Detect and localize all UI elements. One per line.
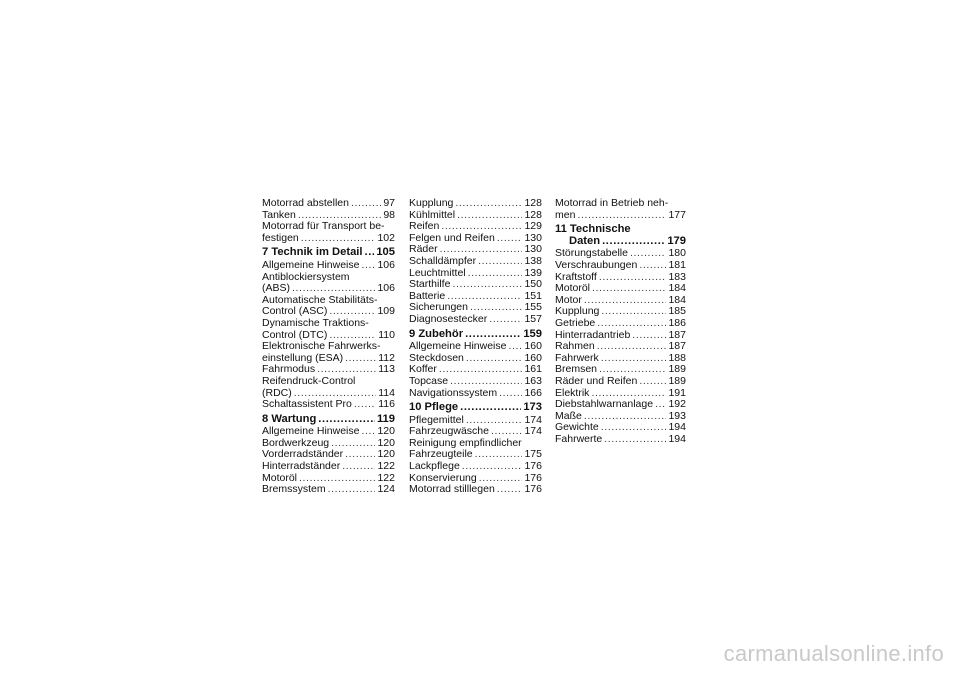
toc-entry-continuation: Elektronische Fahrwerks- xyxy=(262,340,381,353)
toc-page-number: 194 xyxy=(668,432,686,445)
toc-chapter-heading[interactable] xyxy=(409,329,542,341)
toc-entry-title: Navigationssystem xyxy=(409,386,498,399)
toc-entry-title: Räder und Reifen xyxy=(555,374,638,387)
toc-page-number: 109 xyxy=(377,305,395,318)
toc-entry[interactable] xyxy=(409,461,542,473)
dot-leader xyxy=(468,268,523,280)
toc-entry-title: Bremsen xyxy=(555,363,598,376)
toc-page-number: 191 xyxy=(668,386,686,399)
toc-entry-title: Diagnosestecker xyxy=(409,312,488,325)
dot-leader xyxy=(497,233,523,245)
dot-leader xyxy=(452,279,522,291)
dot-leader xyxy=(455,198,522,210)
toc-entry[interactable] xyxy=(555,399,686,411)
dot-leader xyxy=(466,353,523,365)
toc-chapter-heading[interactable] xyxy=(262,247,395,259)
toc-page-number: 186 xyxy=(668,316,686,329)
toc-page-number: 176 xyxy=(524,483,542,496)
toc-entry[interactable] xyxy=(555,283,686,295)
toc-page-number: 105 xyxy=(376,246,395,259)
dot-leader xyxy=(365,247,375,259)
toc-entry-title: Koffer xyxy=(409,363,437,376)
toc-page-number: 106 xyxy=(377,282,395,295)
dot-leader xyxy=(601,422,667,434)
dot-leader xyxy=(345,449,375,461)
toc-page-number: 130 xyxy=(524,243,542,256)
toc-entry[interactable] xyxy=(555,210,686,222)
toc-entry-title: Konservierung xyxy=(409,471,477,484)
toc-entry[interactable] xyxy=(555,434,686,446)
toc-page-number: 183 xyxy=(668,270,686,283)
toc-page-number: 188 xyxy=(668,351,686,364)
dot-leader xyxy=(639,376,666,388)
toc-page-number: 187 xyxy=(668,340,686,353)
toc-entry-title: Pflegemittel xyxy=(409,413,464,426)
toc-page-number: 163 xyxy=(524,374,542,387)
dot-leader xyxy=(497,484,523,496)
toc-entry-title: Sicherungen xyxy=(409,301,468,314)
toc-entry-title: Kupplung xyxy=(409,197,454,209)
toc-entry[interactable] xyxy=(262,260,395,272)
toc-entry[interactable] xyxy=(262,283,395,295)
toc-heading-line: 11 Technische xyxy=(555,223,631,236)
toc-entry[interactable] xyxy=(555,318,686,330)
toc-entry[interactable] xyxy=(262,484,395,496)
toc-entry-title: Räder xyxy=(409,243,438,256)
toc-page-number: 192 xyxy=(668,398,686,411)
toc-entry-title: Diebstahlwarnanlage xyxy=(555,398,654,411)
toc-page-number: 113 xyxy=(378,363,395,376)
toc-entry-title: Allgemeine Hinweise xyxy=(409,340,507,353)
toc-entry-title: Control (ASC) xyxy=(262,305,328,318)
toc-page-number: 116 xyxy=(378,398,395,411)
toc-chapter-heading[interactable] xyxy=(555,236,686,248)
toc-column-1 xyxy=(262,198,395,496)
toc-entry-title: Kupplung xyxy=(555,305,600,318)
toc-entry-title: Störungstabelle xyxy=(555,247,628,260)
toc-entry[interactable] xyxy=(409,484,542,496)
toc-page-number: 193 xyxy=(668,409,686,422)
toc-page-number: 176 xyxy=(524,471,542,484)
toc-page-number: 102 xyxy=(377,231,395,244)
toc-entry-title: Tanken xyxy=(262,208,296,221)
toc-entry-title: 8 Wartung xyxy=(262,412,317,425)
toc-page-number: 119 xyxy=(376,412,395,425)
toc-page-number: 179 xyxy=(667,234,686,247)
toc-entry-title: Bremssystem xyxy=(262,483,326,496)
dot-leader xyxy=(439,364,523,376)
toc-entry-title: Leuchtmittel xyxy=(409,266,466,279)
toc-page-number: 128 xyxy=(524,197,542,209)
toc-entry-title: Starthilfe xyxy=(409,278,451,291)
dot-leader xyxy=(345,353,376,365)
toc-entry-title: Fahrwerk xyxy=(555,351,599,364)
toc-entry-continuation: Reinigung empfindlicher xyxy=(409,436,522,449)
toc-entry-continuation: Dynamische Traktions- xyxy=(262,316,369,329)
dot-leader xyxy=(460,402,521,414)
toc-entry-title: 7 Technik im Detail xyxy=(262,246,363,259)
dot-leader xyxy=(361,260,375,272)
toc-entry-title: Schalldämpfer xyxy=(409,254,477,267)
toc-column-2 xyxy=(409,198,542,496)
dot-leader xyxy=(328,484,376,496)
toc-chapter-heading[interactable] xyxy=(409,402,542,414)
toc-page-number: 175 xyxy=(524,448,542,461)
toc-entry-title: Hinterradantrieb xyxy=(555,328,631,341)
toc-page-number: 98 xyxy=(383,208,395,221)
toc-page-number: 176 xyxy=(524,460,542,473)
toc-entry-title: Steckdosen xyxy=(409,351,464,364)
toc-entry-title: Fahrwerte xyxy=(555,432,603,445)
dot-leader xyxy=(489,314,522,326)
toc-entry-title: Bordwerkzeug xyxy=(262,436,330,449)
dot-leader xyxy=(301,233,376,245)
toc-entry-title: Motorrad abstellen xyxy=(262,197,349,209)
dot-leader xyxy=(655,399,666,411)
dot-leader xyxy=(499,388,522,400)
dot-leader xyxy=(292,283,375,295)
toc-entry[interactable] xyxy=(555,260,686,272)
toc-entry-title: Felgen und Reifen xyxy=(409,231,495,244)
toc-page-number: 181 xyxy=(668,258,686,271)
toc-entry[interactable] xyxy=(409,198,542,210)
toc-entry[interactable] xyxy=(409,376,542,388)
toc-entry-title: Batterie xyxy=(409,289,446,302)
toc-entry-title: Verschraubungen xyxy=(555,258,638,271)
toc-entry-title: Topcase xyxy=(409,374,449,387)
toc-entry-title: Motorrad stilllegen xyxy=(409,483,495,496)
toc-entry-title: Maße xyxy=(555,409,582,422)
toc-page-number: 114 xyxy=(378,386,395,399)
dot-leader xyxy=(599,272,667,284)
toc-page-number: 173 xyxy=(523,401,542,414)
toc-entry-title: 9 Zubehör xyxy=(409,327,464,340)
dot-leader xyxy=(457,210,522,222)
toc-entry-title: (ABS) xyxy=(262,282,291,295)
dot-leader xyxy=(577,210,666,222)
toc-page-number: 160 xyxy=(524,340,542,353)
toc-page-number: 189 xyxy=(668,374,686,387)
toc-page-number: 122 xyxy=(377,471,395,484)
toc-entry-title: Reifen xyxy=(409,220,440,233)
toc-entry[interactable] xyxy=(262,233,395,245)
toc-column-3 xyxy=(555,198,686,445)
toc-entry-title: Daten xyxy=(569,234,601,247)
toc-page-number: 112 xyxy=(378,351,395,364)
dot-leader xyxy=(601,353,667,365)
toc-page-number: 166 xyxy=(524,386,542,399)
toc-entry-continuation: Antiblockiersystem xyxy=(262,270,350,283)
dot-leader xyxy=(601,306,666,318)
toc-entry[interactable] xyxy=(555,376,686,388)
toc-entry[interactable] xyxy=(262,399,395,411)
dot-leader xyxy=(639,260,666,272)
toc-entry-title: 10 Pflege xyxy=(409,401,459,414)
toc-entry-title: Rahmen xyxy=(555,340,595,353)
toc-page-number: 157 xyxy=(524,312,542,325)
dot-leader xyxy=(597,318,666,330)
dot-leader xyxy=(478,256,522,268)
dot-leader xyxy=(318,414,375,426)
toc-entry-title: Elektrik xyxy=(555,386,590,399)
dot-leader xyxy=(354,399,376,411)
toc-entry-title: Gewichte xyxy=(555,421,599,434)
toc-page-number: 174 xyxy=(524,425,542,438)
toc-page-number: 184 xyxy=(668,293,686,306)
toc-page-number: 174 xyxy=(524,413,542,426)
toc-entry-title: (RDC) xyxy=(262,386,292,399)
dot-leader xyxy=(475,449,523,461)
toc-entry[interactable] xyxy=(409,341,542,353)
toc-chapter-heading[interactable] xyxy=(262,414,395,426)
toc-page-number: 106 xyxy=(377,258,395,271)
toc-entry-title: Fahrzeugteile xyxy=(409,448,473,461)
toc-page-number: 160 xyxy=(524,351,542,364)
dot-leader xyxy=(632,330,666,342)
dot-leader xyxy=(351,198,381,210)
toc-page-number: 130 xyxy=(524,231,542,244)
toc-entry-continuation: Motorrad für Transport be- xyxy=(262,220,385,233)
toc-page-number: 184 xyxy=(668,282,686,295)
toc-page-number: 124 xyxy=(377,483,395,496)
toc-page-number: 151 xyxy=(524,289,542,302)
toc-page-number: 185 xyxy=(668,305,686,318)
toc-entry-title: Motoröl xyxy=(555,282,591,295)
toc-page-number: 155 xyxy=(524,301,542,314)
toc-page-number: 187 xyxy=(668,328,686,341)
dot-leader xyxy=(604,434,666,446)
toc-entry-continuation: Reifendruck-Control xyxy=(262,374,356,387)
toc-entry[interactable] xyxy=(262,461,395,473)
toc-entry-title: Motoröl xyxy=(262,471,298,484)
toc-page-number: 138 xyxy=(524,254,542,267)
toc-entry-title: Hinterradständer xyxy=(262,460,341,473)
toc-page-number: 120 xyxy=(377,448,395,461)
toc-entry-title: Control (DTC) xyxy=(262,328,328,341)
toc-page-number: 139 xyxy=(524,266,542,279)
toc-entry-title: men xyxy=(555,208,576,221)
toc-entry-title: Kraftstoff xyxy=(555,270,597,283)
toc-entry-title: Kühlmittel xyxy=(409,208,456,221)
dot-leader xyxy=(592,283,666,295)
toc-page-number: 161 xyxy=(524,363,542,376)
toc-page-number: 110 xyxy=(378,328,395,341)
dot-leader xyxy=(361,426,375,438)
toc-page-number: 122 xyxy=(377,460,395,473)
toc-page-number: 194 xyxy=(668,421,686,434)
toc-entry-title: festigen xyxy=(262,231,299,244)
dot-leader xyxy=(465,329,521,341)
toc-entry-title: Vorderradständer xyxy=(262,448,344,461)
toc-page-number: 120 xyxy=(377,425,395,438)
toc-entry-title: einstellung (ESA) xyxy=(262,351,344,364)
toc-page-number: 97 xyxy=(383,197,395,209)
toc-entry[interactable] xyxy=(555,341,686,353)
toc-entry[interactable] xyxy=(409,314,542,326)
toc-page-number: 129 xyxy=(524,220,542,233)
toc-entry-title: Schaltassistent Pro xyxy=(262,398,352,411)
toc-entry-title: Fahrzeugwäsche xyxy=(409,425,489,438)
toc-page-number: 177 xyxy=(668,208,686,221)
toc-page-number: 180 xyxy=(668,247,686,260)
dot-leader xyxy=(597,341,667,353)
toc-entry[interactable] xyxy=(409,388,542,400)
toc-page-number: 120 xyxy=(377,436,395,449)
toc-entry-continuation: Automatische Stabilitäts- xyxy=(262,293,378,306)
dot-leader xyxy=(602,236,665,248)
toc-entry[interactable] xyxy=(262,198,395,210)
toc-entry-continuation: Motorrad in Betrieb neh- xyxy=(555,197,669,209)
watermark: carmanualsonline.info xyxy=(723,641,944,666)
toc-entry-title: Fahrmodus xyxy=(262,363,316,376)
dot-leader xyxy=(450,376,522,388)
toc-entry-title: Allgemeine Hinweise xyxy=(262,425,360,438)
dot-leader xyxy=(508,341,522,353)
toc-page-number: 189 xyxy=(668,363,686,376)
dot-leader xyxy=(342,461,375,473)
toc-page-number: 159 xyxy=(523,327,542,340)
toc-entry[interactable] xyxy=(409,256,542,268)
toc-page-number: 150 xyxy=(524,278,542,291)
dot-leader xyxy=(462,461,523,473)
toc-entry-title: Allgemeine Hinweise xyxy=(262,258,360,271)
toc-entry-title: Lackpflege xyxy=(409,460,460,473)
toc-entry-title: Getriebe xyxy=(555,316,596,329)
toc-entry[interactable] xyxy=(409,279,542,291)
toc-page-number: 128 xyxy=(524,208,542,221)
toc-entry-title: Motor xyxy=(555,293,582,306)
